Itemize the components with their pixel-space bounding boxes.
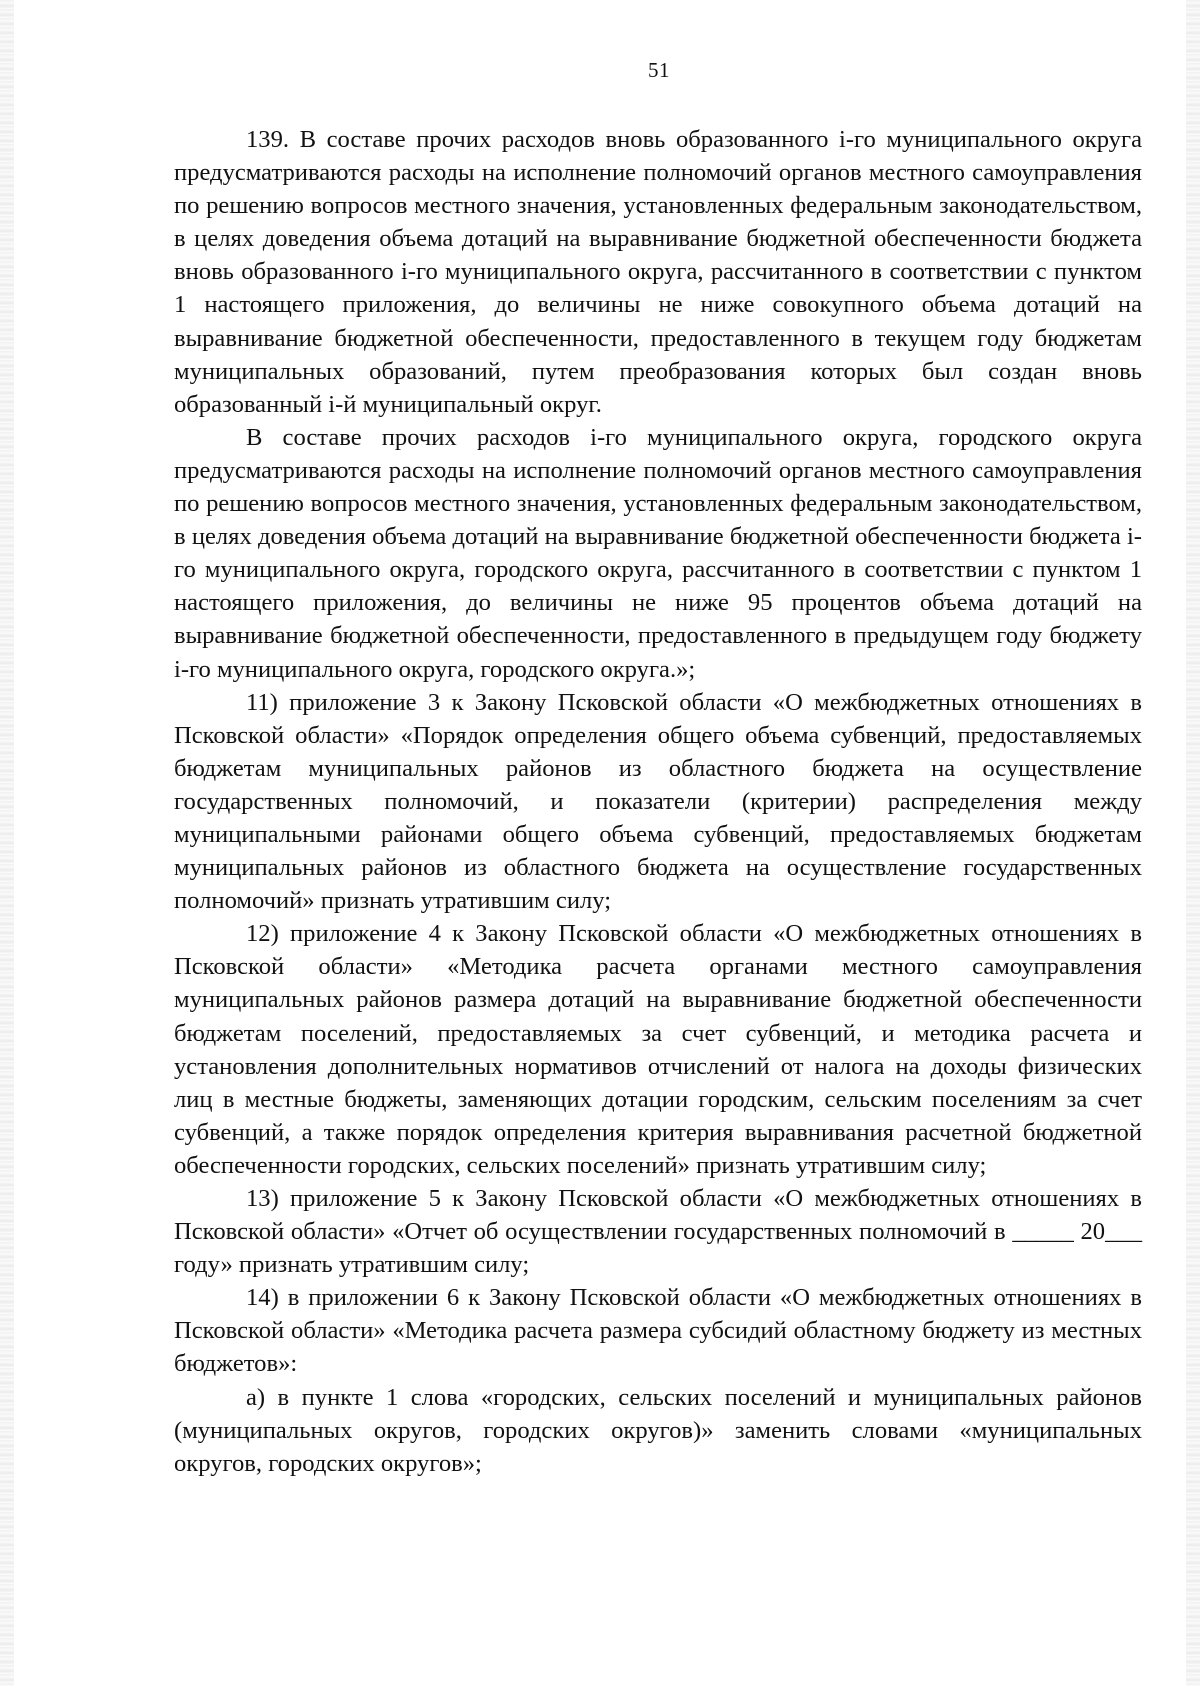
page-number: 51 [648, 58, 670, 82]
paragraph-other-expenses: В составе прочих расходов i-го муниципального округа, городского округа предусматриваются расходы на исполнение полномочий органов местного самоуправления по решению вопросов местного значения, установленных федеральным законодательством, в целях доведения объема дотаций на выравнивание бюджетной обеспеченности бюджета i-го муниципального округа, городского округа, рассчитанного в соответствии с пунктом 1 настоящего приложения, до величины не ниже 95 процентов объема дотаций на выравнивание бюджетной обеспеченности, предоставленного в предыдущем году бюджету i-го муниципального округа, городского округа.»; [174, 423, 1142, 683]
scan-edge-left [0, 0, 14, 1686]
document-body [174, 123, 1142, 1480]
paragraph-item-14a: а) в пункте 1 слова «городских, сельских поселений и муниципальных районов (муниципальных округов, городских округов)» заменить словами «муниципальных округов, городских округов»; [174, 1383, 1142, 1477]
paragraph-item-11: 11) приложение 3 к Закону Псковской области «О межбюджетных отношениях в Псковской области» «Порядок определения общего объема субвенций, предоставляемых бюджетам муниципальных районов из областного бюджета на осуществление государственных полномочий, и показатели (критерии) распределения между муниципальными районами общего объема субвенций, предоставляемых бюджетам муниципальных районов из областного бюджета на осуществление государственных полномочий» признать утратившим силу; [174, 688, 1142, 915]
paragraph-item-13: 13) приложение 5 к Закону Псковской области «О межбюджетных отношениях в Псковской области» «Отчет об осуществлении государственных полномочий в _____ 20___ году» признать утратившим силу; [174, 1185, 1142, 1279]
scan-edge-right [1186, 0, 1200, 1686]
paragraph-item-12: 12) приложение 4 к Закону Псковской области «О межбюджетных отношениях в Псковской области» «Методика расчета органами местного самоуправления муниципальных районов размера дотаций на выравнивание бюджетной обеспеченности бюджетам поселений, предоставляемых за счет субвенций, и методика расчета и установления дополнительных нормативов отчислений от налога на доходы физических лиц в местные бюджеты, заменяющих дотации городским, сельским поселениям за счет субвенций, а также порядок определения критерия выравнивания расчетной бюджетной обеспеченности городских, сельских поселений» признать утратившим силу; [174, 920, 1142, 1179]
paragraph-item-14: 14) в приложении 6 к Закону Псковской области «О межбюджетных отношениях в Псковской области» «Методика расчета размера субсидий областному бюджету из местных бюджетов»: [174, 1284, 1142, 1378]
paragraph-139: 139. В составе прочих расходов вновь образованного i-го муниципального округа предусматриваются расходы на исполнение полномочий органов местного самоуправления по решению вопросов местного значения, установленных федеральным законодательством, в целях доведения объема дотаций на выравнивание бюджетной обеспеченности бюджета вновь образованного i-го муниципального округа, рассчитанного в соответствии с пунктом 1 настоящего приложения, до величины не ниже совокупного объема дотаций на выравнивание бюджетной обеспеченности, предоставленного в текущем году бюджетам муниципальных образований, путем преобразования которых был создан вновь образованный i-й муниципальный округ. [174, 126, 1142, 418]
